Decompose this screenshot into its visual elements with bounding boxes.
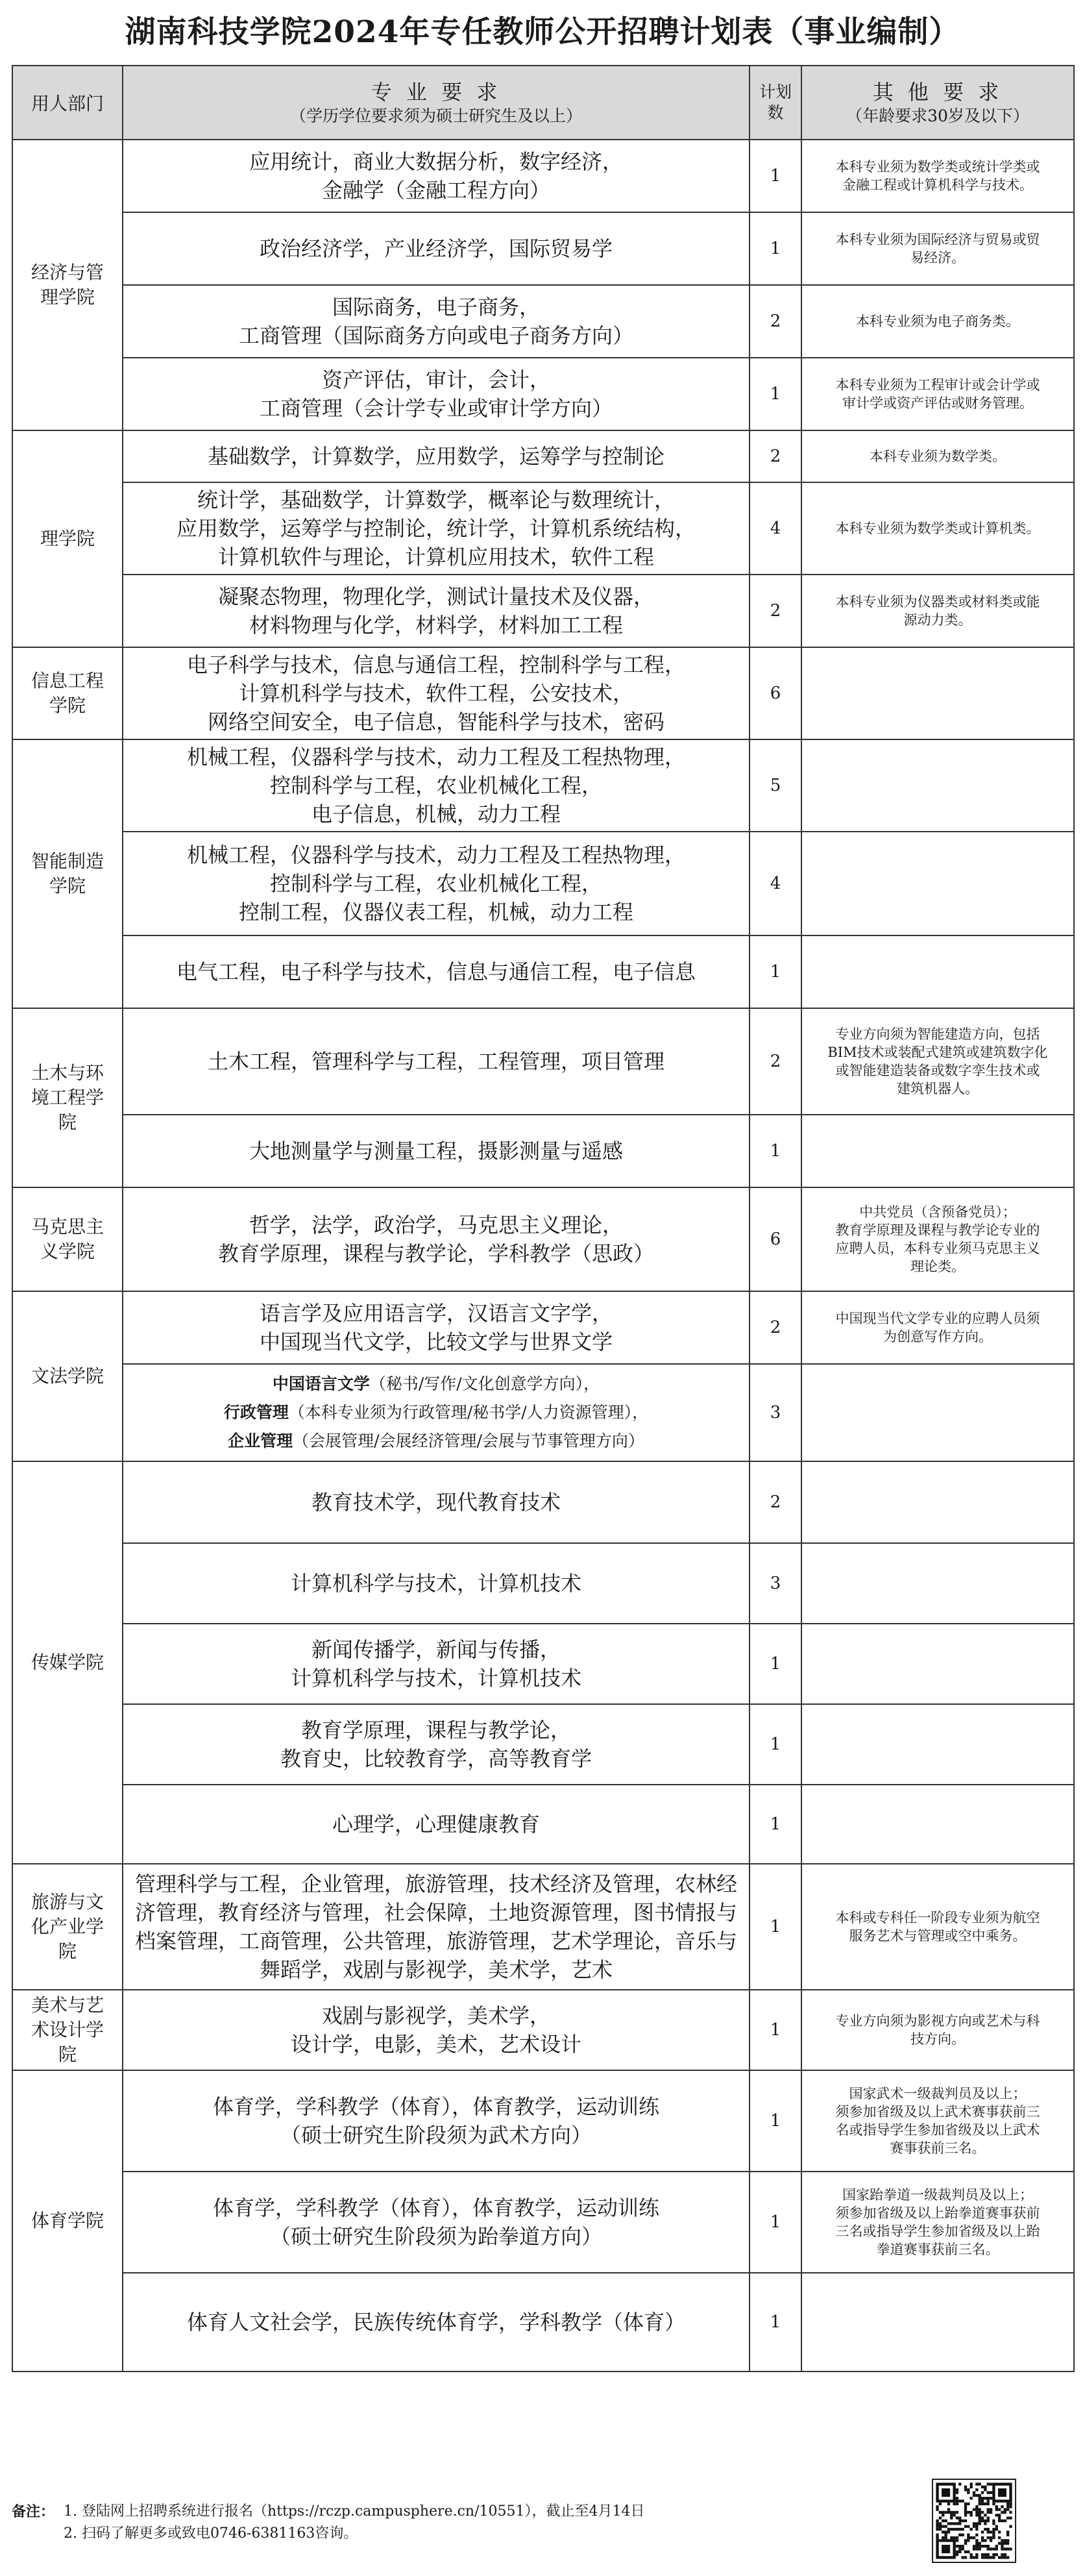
major-cell — [123, 832, 750, 935]
notes — [12, 2467, 907, 2564]
other-requirement-cell — [801, 140, 1074, 212]
other-requirement-line: 拳道赛事获前三名。 — [876, 2242, 999, 2257]
major-cell — [123, 285, 750, 358]
major-line: 教育学原理，课程与教学论，学科教学（思政） — [217, 1241, 654, 1266]
major-line: 舞蹈学，戏剧与影视学，美术学，艺术 — [259, 1957, 613, 1982]
major-keyword: 行政管理 — [223, 1403, 289, 1422]
table-row — [12, 2273, 1074, 2372]
major-line: 资产评估，审计，会计， — [321, 367, 550, 392]
count-cell: 3 — [750, 1364, 801, 1461]
major-line: 电子信息，机械，动力工程 — [311, 802, 561, 826]
major-cell — [123, 140, 750, 212]
table-row — [12, 1785, 1074, 1864]
major-line: 政治经济学，产业经济学，国际贸易学 — [259, 236, 613, 261]
major-cell — [123, 1704, 750, 1785]
table-row — [12, 832, 1074, 935]
major-cell — [123, 1461, 750, 1543]
table-row — [12, 739, 1074, 832]
other-requirement-line: 国家武术一级裁判员及以上； — [849, 2086, 1027, 2101]
table-row — [12, 482, 1074, 575]
other-requirement-line: 专业方向须为影视方向或艺术与科 — [835, 2013, 1040, 2029]
table-row — [12, 935, 1074, 1008]
other-requirement-line: 或智能建造装备或数字孪生技术或 — [835, 1063, 1040, 1078]
other-requirement-line: 专业方向须为智能建造方向，包括 — [835, 1026, 1040, 1042]
major-cell — [123, 1291, 750, 1364]
page-title: 湖南科技学院2024年专任教师公开招聘计划表（事业编制） — [125, 14, 960, 50]
table-row — [12, 285, 1074, 358]
major-line — [128, 1370, 744, 1398]
major-cell — [123, 430, 750, 482]
major-line: （硕士研究生阶段须为跆拳道方向） — [269, 2224, 602, 2249]
major-line: 国际商务，电子商务， — [332, 295, 540, 319]
table-row — [12, 2070, 1074, 2172]
table-row — [12, 358, 1074, 430]
other-requirement-line: 须参加省级及以上武术赛事获前三 — [835, 2104, 1040, 2120]
other-requirement-line: 三名或指导学生参加省级及以上跆 — [835, 2223, 1040, 2239]
other-requirement-line: 本科专业须为数学类或统计学类或 — [835, 159, 1040, 175]
count-cell: 1 — [750, 2070, 801, 2172]
other-requirement-line: 赛事获前三名。 — [890, 2140, 986, 2156]
count-cell: 2 — [750, 575, 801, 647]
major-line: 应用统计，商业大数据分析，数字经济， — [249, 149, 623, 174]
major-cell — [123, 2172, 750, 2273]
other-requirement-cell — [801, 1461, 1074, 1543]
other-requirement-cell — [801, 1364, 1074, 1461]
header-count: 计划 数 — [750, 66, 801, 140]
other-requirement-cell — [801, 575, 1074, 647]
dept-name-line: 学院 — [49, 695, 86, 716]
major-line: 网络空间安全，电子信息，智能科学与技术，密码 — [207, 710, 664, 734]
other-requirement-line: 审计学或资产评估或财务管理。 — [842, 395, 1033, 411]
major-detail: （秘书/写作/文化创意学方向）， — [369, 1374, 600, 1393]
count-cell: 1 — [750, 1115, 801, 1187]
dept-name-line: 院 — [58, 2044, 77, 2065]
header-major: 专 业 要 求 （学历学位要求须为硕士研究生及以上） — [123, 66, 750, 140]
major-keyword: 中国语言文学 — [272, 1374, 370, 1393]
major-line: 机械工程，仪器科学与技术，动力工程及工程热物理， — [186, 745, 685, 769]
major-line: 中国现当代文学，比较文学与世界文学 — [259, 1330, 613, 1354]
dept-name-line: 旅游与文 — [30, 1891, 104, 1913]
major-line: 应用数学，运筹学与控制论，统计学，计算机系统结构， — [176, 516, 696, 541]
other-requirement-cell — [801, 358, 1074, 430]
dept-name-line: 信息工程 — [30, 670, 104, 691]
other-requirement-cell — [801, 482, 1074, 575]
dept-cell — [12, 1187, 123, 1291]
other-requirement-line: 本科专业须为数学类。 — [870, 449, 1006, 464]
note-item-2: 2. 扫码了解更多或致电0746-6381163咨询。 — [64, 2525, 358, 2542]
other-requirement-line: 名或指导学生参加省级及以上武术 — [835, 2122, 1040, 2138]
major-line: 管理科学与工程，企业管理，旅游管理，技术经济及管理，农林经 — [134, 1872, 737, 1896]
dept-cell — [12, 1291, 123, 1461]
count-cell: 2 — [750, 430, 801, 482]
major-line: 金融学（金融工程方向） — [321, 178, 550, 203]
other-requirement-line: 本科专业须为工程审计或会计学或 — [835, 377, 1040, 393]
major-line: 心理学，心理健康教育 — [332, 1812, 540, 1837]
other-requirement-line: 理论类。 — [910, 1259, 965, 1274]
other-requirement-line: 金融工程或计算机科学与技术。 — [842, 177, 1033, 193]
table-row — [12, 1364, 1074, 1461]
major-line: 体育学，学科教学（体育），体育教学，运动训练 — [212, 2094, 659, 2119]
dept-cell — [12, 739, 123, 1008]
notes-label: 备注： — [12, 2503, 55, 2520]
table-row — [12, 1864, 1074, 1990]
major-line: 统计学，基础数学，计算数学，概率论与数理统计， — [197, 488, 675, 512]
major-line: 档案管理，工商管理，公共管理，旅游管理，艺术学理论，音乐与 — [134, 1929, 737, 1953]
other-requirement-cell — [801, 1115, 1074, 1187]
table-row — [12, 430, 1074, 482]
table-row — [12, 1187, 1074, 1291]
table-row — [12, 1704, 1074, 1785]
major-cell — [123, 358, 750, 430]
major-detail: （本科专业须为行政管理/秘书学/人力资源管理）， — [288, 1403, 649, 1422]
dept-cell — [12, 1864, 123, 1990]
other-requirement-line: 中共党员（含预备党员）； — [859, 1204, 1016, 1220]
dept-cell — [12, 1461, 123, 1864]
dept-name-line: 理学院 — [40, 286, 95, 308]
count-cell: 2 — [750, 1008, 801, 1115]
count-cell: 1 — [750, 2273, 801, 2372]
table-row — [12, 1543, 1074, 1624]
other-requirement-line: 技方向。 — [910, 2031, 965, 2047]
count-cell: 1 — [750, 1785, 801, 1864]
header-dept: 用人部门 — [12, 66, 123, 140]
major-line: 控制科学与工程，农业机械化工程， — [269, 773, 602, 798]
dept-cell — [12, 1990, 123, 2070]
major-cell — [123, 1115, 750, 1187]
table-row — [12, 212, 1074, 285]
other-requirement-cell — [801, 832, 1074, 935]
count-cell: 1 — [750, 1864, 801, 1990]
other-requirement-line: 本科专业须为电子商务类。 — [856, 314, 1019, 329]
major-line: 工商管理（国际商务方向或电子商务方向） — [238, 323, 633, 348]
qr-code-icon — [932, 2479, 1016, 2563]
major-line: 基础数学，计算数学，应用数学，运筹学与控制论 — [207, 444, 664, 469]
major-line: 体育人文社会学，民族传统体育学，学科教学（体育） — [186, 2310, 685, 2334]
other-requirement-line: 国家跆拳道一级裁判员及以上； — [842, 2187, 1033, 2203]
table-header-row — [12, 66, 1074, 140]
other-requirement-cell — [801, 1291, 1074, 1364]
major-line: 教育技术学，现代教育技术 — [311, 1490, 561, 1515]
other-requirement-cell — [801, 1187, 1074, 1291]
major-line: 大地测量学与测量工程，摄影测量与遥感 — [249, 1139, 623, 1163]
dept-name-line: 院 — [58, 1940, 77, 1962]
major-line: 哲学，法学，政治学，马克思主义理论， — [249, 1213, 623, 1237]
other-requirement-cell — [801, 2273, 1074, 2372]
table-row — [12, 1008, 1074, 1115]
other-requirement-line: 本科专业须为数学类或计算机类。 — [835, 521, 1040, 536]
major-line — [128, 1398, 744, 1427]
major-cell — [123, 1864, 750, 1990]
count-cell: 2 — [750, 285, 801, 358]
other-requirement-cell — [801, 1785, 1074, 1864]
count-cell: 1 — [750, 1624, 801, 1704]
other-requirement-line: 易经济。 — [910, 250, 965, 266]
count-cell: 5 — [750, 739, 801, 832]
major-line: 材料物理与化学，材料学，材料加工工程 — [249, 613, 623, 638]
dept-name-line: 文法学院 — [30, 1365, 104, 1387]
major-line: （硕士研究生阶段须为武术方向） — [280, 2123, 592, 2148]
dept-cell — [12, 1008, 123, 1187]
count-cell: 1 — [750, 2172, 801, 2273]
other-requirement-line: 本科专业须为国际经济与贸易或贸 — [835, 232, 1040, 247]
other-requirement-cell — [801, 1624, 1074, 1704]
other-requirement-line: 本科或专科任一阶段专业须为航空 — [835, 1910, 1040, 1926]
other-requirement-cell — [801, 1864, 1074, 1990]
other-requirement-line: BIM技术或装配式建筑或建筑数字化 — [827, 1045, 1048, 1060]
other-requirement-cell — [801, 935, 1074, 1008]
note-item-1: 1. 登陆网上招聘系统进行报名（https://rczp.campusphere.cn/10551），截止至4月14日 — [64, 2503, 645, 2520]
major-line: 电气工程，电子科学与技术，信息与通信工程，电子信息 — [176, 960, 696, 984]
major-cell — [123, 1624, 750, 1704]
major-cell — [123, 1364, 750, 1461]
dept-name-line: 经济与管 — [30, 262, 104, 283]
major-cell — [123, 1008, 750, 1115]
other-requirement-line: 服务艺术与管理或空中乘务。 — [849, 1928, 1027, 1944]
major-cell — [123, 1785, 750, 1864]
other-requirement-cell — [801, 285, 1074, 358]
dept-name-line: 义学院 — [40, 1241, 95, 1262]
major-cell — [123, 647, 750, 739]
major-line: 计算机科学与技术，软件工程，公安技术， — [238, 681, 633, 706]
major-cell — [123, 1543, 750, 1624]
table-row — [12, 1461, 1074, 1543]
dept-cell — [12, 2070, 123, 2372]
dept-cell — [12, 430, 123, 647]
other-requirement-cell — [801, 2172, 1074, 2273]
count-cell: 6 — [750, 647, 801, 739]
major-line: 教育学原理，课程与教学论， — [300, 1718, 571, 1742]
count-cell: 4 — [750, 482, 801, 575]
table-row — [12, 647, 1074, 739]
other-requirement-line: 应聘人员，本科专业须马克思主义 — [835, 1241, 1040, 1256]
major-cell — [123, 739, 750, 832]
dept-name-line: 马克思主 — [30, 1216, 104, 1237]
dept-name-line: 学院 — [49, 875, 86, 897]
other-requirement-cell — [801, 212, 1074, 285]
other-requirement-cell — [801, 1990, 1074, 2070]
count-cell: 1 — [750, 358, 801, 430]
other-requirement-line: 本科专业须为仪器类或材料类或能 — [835, 594, 1040, 610]
dept-name-line: 体育学院 — [30, 2210, 104, 2231]
major-cell — [123, 1187, 750, 1291]
major-keyword: 企业管理 — [228, 1431, 293, 1450]
major-line: 教育史，比较教育学，高等教育学 — [280, 1746, 592, 1771]
other-requirement-line: 源动力类。 — [903, 612, 972, 628]
table-row — [12, 2172, 1074, 2273]
major-cell — [123, 935, 750, 1008]
major-line: 电子科学与技术，信息与通信工程，控制科学与工程， — [186, 652, 685, 677]
major-line: 新闻传播学，新闻与传播， — [311, 1637, 561, 1662]
dept-name-line: 术设计学 — [30, 2019, 104, 2040]
count-cell: 3 — [750, 1543, 801, 1624]
table-row — [12, 1291, 1074, 1364]
count-cell: 4 — [750, 832, 801, 935]
major-cell — [123, 482, 750, 575]
major-cell — [123, 1990, 750, 2070]
table-row — [12, 1990, 1074, 2070]
other-requirement-cell — [801, 1543, 1074, 1624]
major-line: 工商管理（会计学专业或审计学方向） — [259, 396, 613, 421]
dept-cell — [12, 140, 123, 430]
other-requirement-cell — [801, 2070, 1074, 2172]
count-cell: 1 — [750, 1704, 801, 1785]
count-cell: 1 — [750, 1990, 801, 2070]
other-requirement-cell — [801, 647, 1074, 739]
count-cell: 6 — [750, 1187, 801, 1291]
dept-name-line: 智能制造 — [30, 850, 104, 872]
other-requirement-line: 教育学原理及课程与教学论专业的 — [835, 1222, 1040, 1238]
dept-name-line: 院 — [58, 1111, 77, 1133]
table-row — [12, 1624, 1074, 1704]
count-cell: 1 — [750, 212, 801, 285]
major-cell — [123, 212, 750, 285]
dept-name-line: 境工程学 — [30, 1087, 104, 1108]
major-line: 计算机科学与技术，计算机技术 — [290, 1666, 581, 1690]
major-line: 设计学，电影，美术，艺术设计 — [290, 2032, 581, 2057]
major-line: 土木工程，管理科学与工程，工程管理，项目管理 — [207, 1049, 664, 1074]
dept-name-line: 美术与艺 — [30, 1994, 104, 2016]
dept-name-line: 理学院 — [40, 528, 95, 549]
other-requirement-cell — [801, 430, 1074, 482]
count-cell: 2 — [750, 1461, 801, 1543]
major-line: 机械工程，仪器科学与技术，动力工程及工程热物理， — [186, 843, 685, 867]
table-row — [12, 1115, 1074, 1187]
other-requirement-line: 须参加省级及以上跆拳道赛事获前 — [835, 2205, 1040, 2221]
other-requirement-line: 中国现当代文学专业的应聘人员须 — [835, 1311, 1040, 1326]
other-requirement-cell — [801, 739, 1074, 832]
major-cell — [123, 575, 750, 647]
table-row — [12, 575, 1074, 647]
count-cell: 1 — [750, 935, 801, 1008]
table-row — [12, 140, 1074, 212]
major-cell — [123, 2070, 750, 2172]
major-line: 计算机软件与理论，计算机应用技术，软件工程 — [217, 545, 654, 569]
dept-name-line: 化产业学 — [30, 1916, 104, 1937]
major-line: 体育学，学科教学（体育），体育教学，运动训练 — [212, 2196, 659, 2220]
other-requirement-line: 为创意写作方向。 — [883, 1329, 992, 1344]
major-cell — [123, 2273, 750, 2372]
major-line: 计算机科学与技术，计算机技术 — [290, 1571, 581, 1596]
recruitment-plan-table — [12, 65, 1075, 2372]
dept-cell — [12, 647, 123, 739]
count-cell: 1 — [750, 140, 801, 212]
major-line: 控制科学与工程，农业机械化工程， — [269, 871, 602, 896]
other-requirement-cell — [801, 1008, 1074, 1115]
major-line: 戏剧与影视学，美术学， — [321, 2003, 550, 2028]
count-cell: 2 — [750, 1291, 801, 1364]
other-requirement-cell — [801, 1704, 1074, 1785]
major-line: 凝聚态物理，物理化学，测试计量技术及仪器， — [217, 584, 654, 609]
major-line — [128, 1427, 744, 1455]
dept-name-line: 传媒学院 — [30, 1652, 104, 1673]
major-line: 济管理，教育经济与管理，社会保障，土地资源管理，图书情报与 — [134, 1900, 737, 1925]
major-detail: （会展管理/会展经济管理/会展与节事管理方向） — [293, 1431, 644, 1450]
other-requirement-line: 建筑机器人。 — [897, 1081, 979, 1096]
header-other: 其 他 要 求 （年龄要求30岁及以下） — [801, 66, 1074, 140]
major-line: 控制工程，仪器仪表工程，机械，动力工程 — [238, 900, 633, 924]
dept-name-line: 土木与环 — [30, 1062, 104, 1084]
major-line: 语言学及应用语言学，汉语言文字学， — [259, 1301, 613, 1326]
